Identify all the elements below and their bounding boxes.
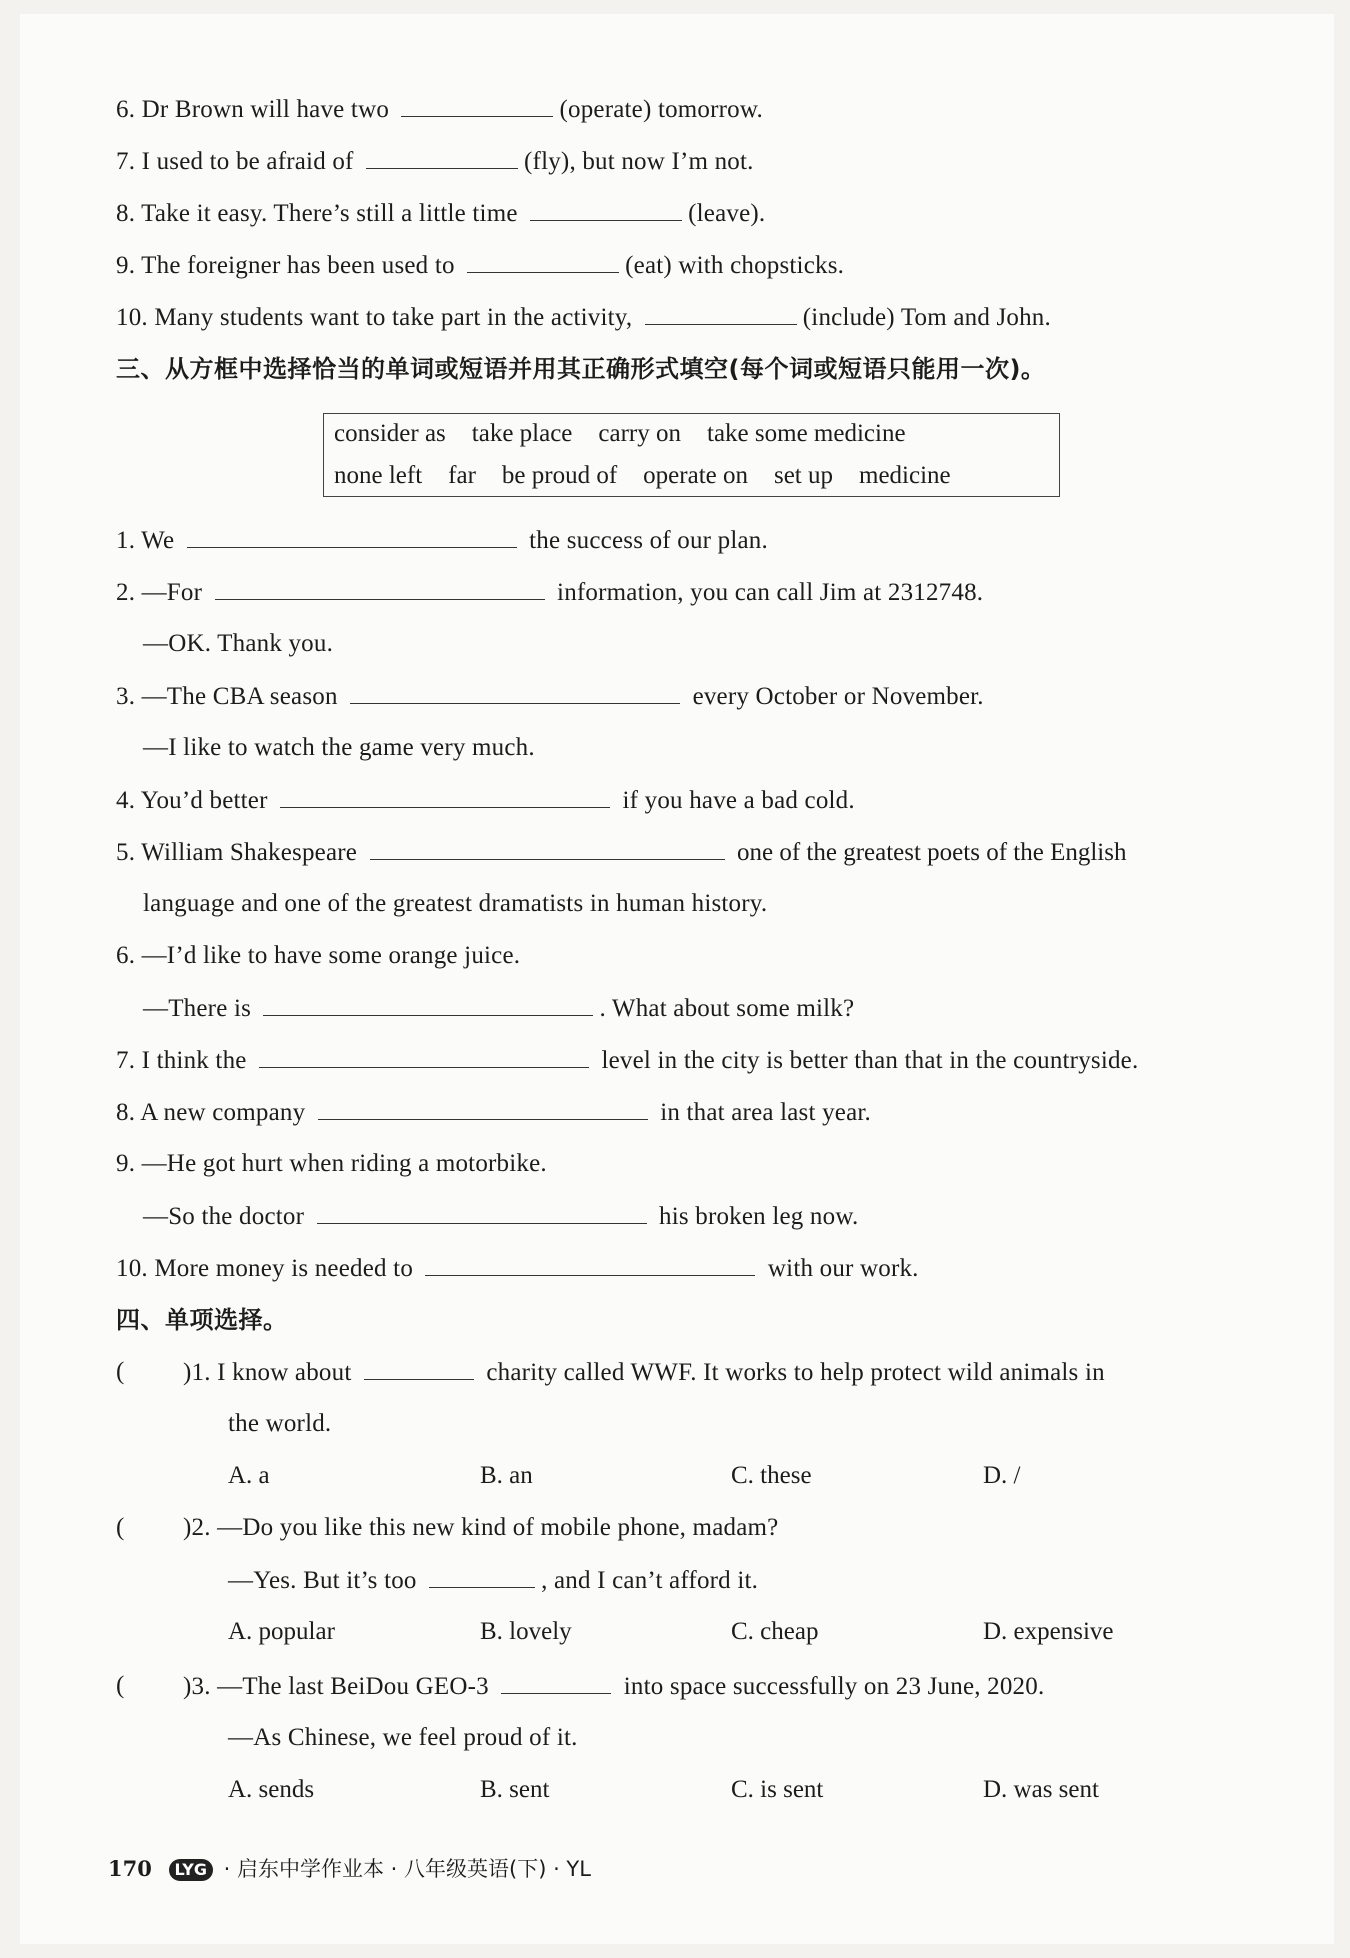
item-number: 3. [116, 683, 136, 710]
question-text: —As Chinese, we feel proud of it. [228, 1724, 578, 1751]
word-option: operate on [643, 462, 748, 489]
question-text: the world. [228, 1410, 332, 1437]
page-footer [108, 1852, 591, 1886]
question-text: —Do you like this new kind of mobile phone, madam? [217, 1514, 779, 1541]
item-text: I think the [141, 1047, 247, 1074]
item-text: William Shakespeare [141, 839, 358, 866]
item-text: —So the doctor [143, 1203, 305, 1230]
item-number: 10. [116, 304, 148, 331]
word-box-row [334, 417, 932, 451]
item-text: his broken leg now. [659, 1203, 859, 1230]
item-text: one of the greatest poets of the English [736, 839, 1127, 866]
item-hint: (operate) tomorrow. [559, 96, 763, 123]
item-number: 1. [116, 527, 136, 554]
answer-blank[interactable] [401, 92, 553, 117]
answer-blank[interactable] [263, 991, 593, 1016]
item-number: 7. [116, 1047, 136, 1074]
option-d[interactable]: D. expensive [983, 1618, 1114, 1645]
item-number: 10. [116, 1255, 148, 1282]
answer-blank[interactable] [429, 1563, 535, 1588]
book-title: · 启东中学作业本 · 八年级英语(下) · YL [223, 1857, 591, 1881]
answer-blank[interactable] [467, 248, 619, 273]
item-text: —He got hurt when riding a motorbike. [141, 1150, 547, 1177]
item-text: Dr Brown will have two [141, 96, 390, 123]
answer-paren[interactable]: ( [116, 1514, 125, 1541]
question-text: I know about [217, 1359, 352, 1386]
item-reply [143, 1199, 858, 1234]
item-reply: —I like to watch the game very much. [143, 734, 535, 761]
item-text: We [141, 527, 175, 554]
exercise-item [116, 783, 855, 818]
answer-blank[interactable] [425, 1251, 755, 1276]
publisher-logo: LYG [169, 1859, 213, 1881]
exercise-item [116, 1043, 1138, 1078]
exercise-item [116, 835, 1126, 870]
item-text: You’d better [140, 787, 268, 814]
option-c[interactable]: C. is sent [731, 1776, 824, 1803]
question-2 [183, 1511, 778, 1545]
item-text: Many students want to take part in the activity, [154, 304, 633, 331]
item-hint: (leave). [688, 200, 766, 227]
answer-blank[interactable] [350, 679, 680, 704]
word-option: set up [773, 462, 834, 489]
answer-blank[interactable] [215, 575, 545, 600]
section-heading: 四、单项选择。 [116, 1306, 288, 1334]
item-reply: language and one of the greatest dramatists in human history. [143, 890, 768, 917]
item-text: —I’d like to have some orange juice. [141, 942, 521, 969]
exercise-item [116, 523, 768, 558]
item-text: level in the city is better than that in the countryside. [601, 1047, 1139, 1074]
exercise-item [116, 248, 844, 283]
item-number: 8. [116, 200, 136, 227]
item-text: A new company [140, 1099, 306, 1126]
exercise-item [116, 92, 763, 127]
word-option: consider as [334, 420, 446, 447]
exercise-item [116, 1095, 871, 1130]
item-text: with our work. [767, 1255, 919, 1282]
item-text: in that area last year. [660, 1099, 871, 1126]
exercise-item [116, 144, 754, 179]
item-number: 9. [116, 252, 136, 279]
answer-paren[interactable]: ( [116, 1672, 125, 1699]
question-number: )3. [183, 1673, 211, 1700]
exercise-item [116, 1251, 919, 1286]
answer-blank[interactable] [366, 144, 518, 169]
item-number: 5. [116, 839, 136, 866]
question-1 [183, 1355, 1105, 1390]
exercise-item [116, 1147, 547, 1181]
word-option: medicine [859, 462, 951, 489]
item-number: 6. [116, 96, 136, 123]
item-number: 8. [116, 1099, 136, 1126]
question-text: —Yes. But it’s too [228, 1567, 417, 1594]
question-number: )1. [183, 1359, 211, 1386]
exercise-item [116, 196, 765, 231]
answer-blank[interactable] [501, 1669, 611, 1694]
item-text: . What about some milk? [599, 995, 855, 1022]
answer-blank[interactable] [530, 196, 682, 221]
item-text: the success of our plan. [529, 527, 768, 554]
question-text [228, 1563, 758, 1598]
question-3 [183, 1669, 1044, 1704]
section-heading: 三、从方框中选择恰当的单词或短语并用其正确形式填空(每个词或短语只能用一次)。 [116, 355, 1046, 383]
item-text: —For [141, 579, 203, 606]
word-option: far [448, 462, 476, 489]
item-text: The foreigner has been used to [141, 252, 455, 279]
word-box-row [334, 459, 951, 493]
answer-blank[interactable] [318, 1095, 648, 1120]
item-number: 2. [116, 579, 136, 606]
exercise-item [116, 300, 1051, 335]
answer-blank[interactable] [187, 523, 517, 548]
answer-blank[interactable] [259, 1043, 589, 1068]
option-a[interactable]: A. popular [228, 1618, 335, 1645]
word-option: take place [471, 420, 573, 447]
item-reply: —OK. Thank you. [143, 630, 334, 657]
option-a[interactable]: A. a [228, 1462, 270, 1489]
option-b[interactable]: B. an [480, 1462, 533, 1489]
item-text: if you have a bad cold. [622, 787, 855, 814]
item-number: 6. [116, 942, 136, 969]
word-box [323, 413, 1060, 497]
option-b[interactable]: B. sent [480, 1776, 550, 1803]
word-option: none left [334, 462, 423, 489]
answer-blank[interactable] [370, 835, 725, 860]
option-d[interactable]: D. / [983, 1462, 1021, 1489]
item-text: I used to be afraid of [141, 148, 354, 175]
item-number: 9. [116, 1150, 136, 1177]
answer-blank[interactable] [317, 1199, 647, 1224]
option-c[interactable]: C. these [731, 1462, 812, 1489]
item-hint: (fly), but now I’m not. [524, 148, 754, 175]
answer-blank[interactable] [645, 300, 797, 325]
word-option: be proud of [501, 462, 618, 489]
option-c[interactable]: C. cheap [731, 1618, 819, 1645]
item-text: Take it easy. There’s still a little time [141, 200, 518, 227]
item-number: 4. [116, 787, 136, 814]
item-text: information, you can call Jim at 2312748. [557, 579, 984, 606]
item-reply [143, 991, 854, 1026]
word-option: take some medicine [707, 420, 906, 447]
question-text: into space successfully on 23 June, 2020. [623, 1673, 1045, 1700]
item-text: —The CBA season [141, 683, 338, 710]
question-text: , and I can’t afford it. [541, 1567, 759, 1594]
item-text: —There is [143, 995, 252, 1022]
item-text: every October or November. [692, 683, 984, 710]
item-number: 7. [116, 148, 136, 175]
question-text: —The last BeiDou GEO-3 [217, 1673, 489, 1700]
question-number: )2. [183, 1514, 211, 1541]
question-text: charity called WWF. It works to help protect wild animals in [486, 1359, 1105, 1386]
answer-paren[interactable]: ( [116, 1358, 125, 1385]
item-hint: (include) Tom and John. [802, 304, 1051, 331]
item-text: More money is needed to [154, 1255, 414, 1282]
option-b[interactable]: B. lovely [480, 1618, 572, 1645]
item-hint: (eat) with chopsticks. [625, 252, 845, 279]
word-option: carry on [598, 420, 681, 447]
exercise-item [116, 679, 984, 714]
answer-blank[interactable] [280, 783, 610, 808]
option-a[interactable]: A. sends [228, 1776, 315, 1803]
exercise-item [116, 939, 520, 973]
page-number: 170 [108, 1856, 152, 1881]
exercise-item [116, 575, 983, 610]
option-d[interactable]: D. was sent [983, 1776, 1099, 1803]
answer-blank[interactable] [364, 1355, 474, 1380]
